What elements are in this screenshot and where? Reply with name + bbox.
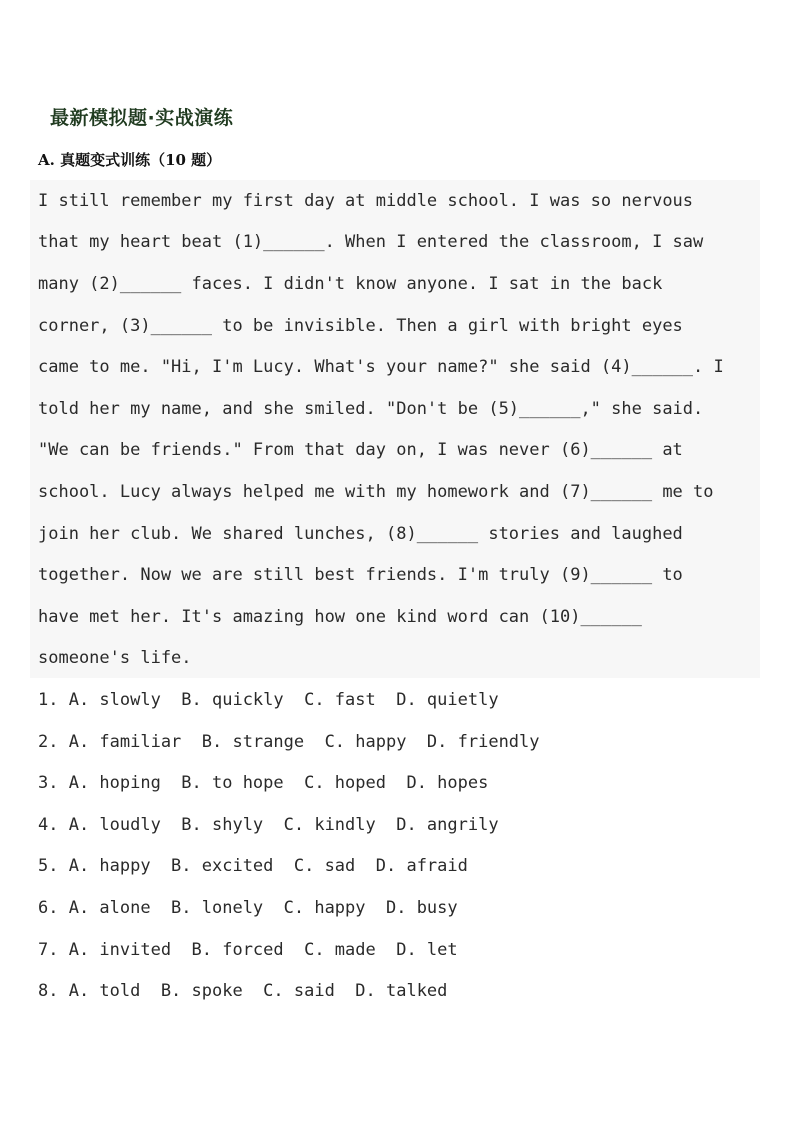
passage-line: that my heart beat (1)______. When I entered the classroom, I saw — [38, 232, 704, 252]
option-row: 5. A. happy B. excited C. sad D. afraid — [38, 856, 468, 876]
option-row: 3. A. hoping B. to hope C. hoped D. hopes — [38, 773, 489, 793]
option-row: 1. A. slowly B. quickly C. fast D. quietly — [38, 690, 499, 710]
passage-line: have met her. It's amazing how one kind word can (10)______ — [38, 607, 642, 627]
passage-background — [30, 180, 760, 678]
passage-line: I still remember my first day at middle school. I was so nervous — [38, 191, 694, 211]
passage-line: join her club. We shared lunches, (8)______ stories and laughed — [38, 524, 683, 544]
passage-line: "We can be friends." From that day on, I was never (6)______ at — [38, 440, 683, 460]
option-row: 2. A. familiar B. strange C. happy D. friendly — [38, 732, 540, 752]
option-row: 7. A. invited B. forced C. made D. let — [38, 940, 458, 960]
passage-line: many (2)______ faces. I didn't know anyone. I sat in the back — [38, 274, 663, 294]
passage-line: together. Now we are still best friends. I'm truly (9)______ to — [38, 565, 683, 585]
passage-line: corner, (3)______ to be invisible. Then a girl with bright eyes — [38, 316, 683, 336]
option-row: 8. A. told B. spoke C. said D. talked — [38, 981, 448, 1001]
passage-line: someone's life. — [38, 648, 192, 668]
option-row: 4. A. loudly B. shyly C. kindly D. angrily — [38, 815, 499, 835]
passage-line: came to me. "Hi, I'm Lucy. What's your name?" she said (4)______. I — [38, 357, 724, 377]
page-title: 最新模拟题·实战演练 — [50, 107, 234, 129]
passage-line: school. Lucy always helped me with my homework and (7)______ me to — [38, 482, 714, 502]
option-row: 6. A. alone B. lonely C. happy D. busy — [38, 898, 458, 918]
section-heading: A. 真题变式训练（10 题） — [38, 151, 222, 169]
passage-line: told her my name, and she smiled. "Don't be (5)______," she said. — [38, 399, 704, 419]
